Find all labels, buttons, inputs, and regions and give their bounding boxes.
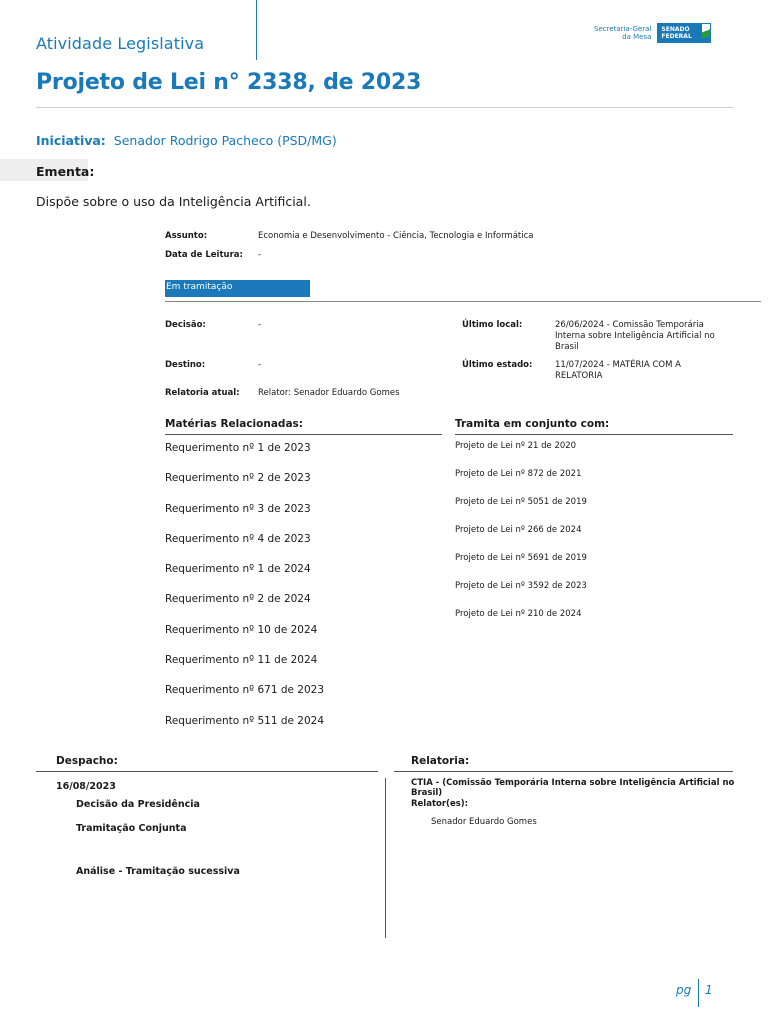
list-item[interactable]: Requerimento nº 1 de 2024	[165, 563, 311, 576]
relatoria-atual-label: Relatoria atual:	[165, 388, 240, 398]
section-title: Atividade Legislativa	[36, 34, 205, 53]
despacho-item: Análise - Tramitação sucessiva	[76, 866, 240, 877]
header-divider	[256, 0, 257, 60]
destino-value: -	[258, 360, 262, 370]
relator-name: Senador Eduardo Gomes	[431, 817, 537, 827]
list-item[interactable]: Projeto de Lei nº 3592 de 2023	[455, 581, 587, 591]
relatoria-atual-value: Relator: Senador Eduardo Gomes	[258, 388, 400, 398]
despacho-date: 16/08/2023	[56, 781, 116, 792]
list-item[interactable]: Projeto de Lei nº 5051 de 2019	[455, 497, 587, 507]
ultimo-estado-value	[555, 360, 681, 382]
logo-box-line1: SENADO	[661, 26, 690, 33]
ultimo-local-value	[555, 320, 715, 353]
iniciativa	[36, 133, 337, 148]
list-item[interactable]: Requerimento nº 10 de 2024	[165, 623, 318, 636]
assunto-value: Economia e Desenvolvimento - Ciência, Tecnologia e Informática	[258, 231, 534, 241]
decisao-value: -	[258, 320, 262, 330]
despacho-item: Tramitação Conjunta	[76, 823, 187, 834]
ementa-label: Ementa:	[36, 164, 95, 179]
list-item[interactable]: Requerimento nº 11 de 2024	[165, 654, 318, 667]
logo-mark-icon	[701, 23, 711, 43]
materias-rule	[165, 434, 442, 435]
tramita-rule	[455, 434, 733, 435]
tramita-list	[455, 441, 587, 637]
ultimo-local-line3: Brasil	[555, 342, 579, 352]
column-divider	[385, 778, 386, 938]
materias-title: Matérias Relacionadas:	[165, 418, 303, 430]
list-item[interactable]: Projeto de Lei nº 210 de 2024	[455, 609, 582, 619]
despacho-rule	[36, 771, 378, 772]
data-leitura-value: -	[258, 250, 262, 260]
list-item[interactable]: Requerimento nº 4 de 2023	[165, 532, 311, 545]
ultimo-local-line2: Interna sobre Inteligência Artificial no	[555, 331, 715, 341]
list-item[interactable]: Requerimento nº 671 de 2023	[165, 684, 325, 697]
iniciativa-label: Iniciativa:	[36, 133, 106, 148]
ementa-text: Dispõe sobre o uso da Inteligência Artificial.	[36, 194, 311, 209]
logo-text	[594, 25, 651, 41]
iniciativa-value: Senador Rodrigo Pacheco (PSD/MG)	[113, 133, 337, 148]
logo-text-line1: Secretaria-Geral	[594, 25, 652, 33]
page-title: Projeto de Lei n° 2338, de 2023	[36, 70, 422, 95]
ultimo-estado-line2: RELATORIA	[555, 371, 603, 381]
list-item[interactable]: Requerimento nº 2 de 2024	[165, 593, 311, 606]
logo-box-line2: FEDERAL	[661, 33, 692, 40]
status-badge: Em tramitação	[165, 280, 310, 297]
tramita-title: Tramita em conjunto com:	[455, 418, 610, 430]
ultimo-estado-label: Último estado:	[462, 360, 533, 370]
page-number: 1	[705, 983, 713, 997]
list-item[interactable]: Projeto de Lei nº 5691 de 2019	[455, 553, 587, 563]
logo-text-line2: da Mesa	[622, 33, 652, 41]
assunto-label: Assunto:	[165, 231, 208, 241]
despacho-title: Despacho:	[56, 755, 118, 767]
senado-logo	[594, 22, 711, 44]
ultimo-estado-line1: 11/07/2024 - MATÉRIA COM A	[555, 360, 681, 370]
page-label: pg	[676, 983, 692, 997]
data-leitura-label: Data de Leitura:	[165, 250, 243, 260]
list-item[interactable]: Projeto de Lei nº 21 de 2020	[455, 441, 577, 451]
relatoria-rule	[394, 771, 733, 772]
list-item[interactable]: Projeto de Lei nº 872 de 2021	[455, 469, 582, 479]
relatoria-committee: CTIA - (Comissão Temporária Interna sobre Inteligência Artificial no Brasil)	[411, 778, 735, 798]
logo-box	[657, 23, 701, 43]
page-divider	[698, 979, 699, 1007]
relatores-label: Relator(es):	[411, 799, 469, 809]
relatoria-title: Relatoria:	[411, 755, 470, 767]
ultimo-local-label: Último local:	[462, 320, 523, 330]
list-item[interactable]: Requerimento nº 2 de 2023	[165, 472, 311, 485]
title-rule	[36, 107, 734, 108]
ultimo-local-line1: 26/06/2024 - Comissão Temporária	[555, 320, 704, 330]
materias-list	[165, 442, 324, 745]
despacho-item: Decisão da Presidência	[76, 799, 200, 810]
list-item[interactable]: Requerimento nº 511 de 2024	[165, 714, 325, 727]
destino-label: Destino:	[165, 360, 206, 370]
list-item[interactable]: Requerimento nº 3 de 2023	[165, 502, 311, 515]
decisao-label: Decisão:	[165, 320, 206, 330]
list-item[interactable]: Requerimento nº 1 de 2023	[165, 442, 311, 454]
list-item[interactable]: Projeto de Lei nº 266 de 2024	[455, 525, 582, 535]
status-rule	[165, 301, 761, 302]
